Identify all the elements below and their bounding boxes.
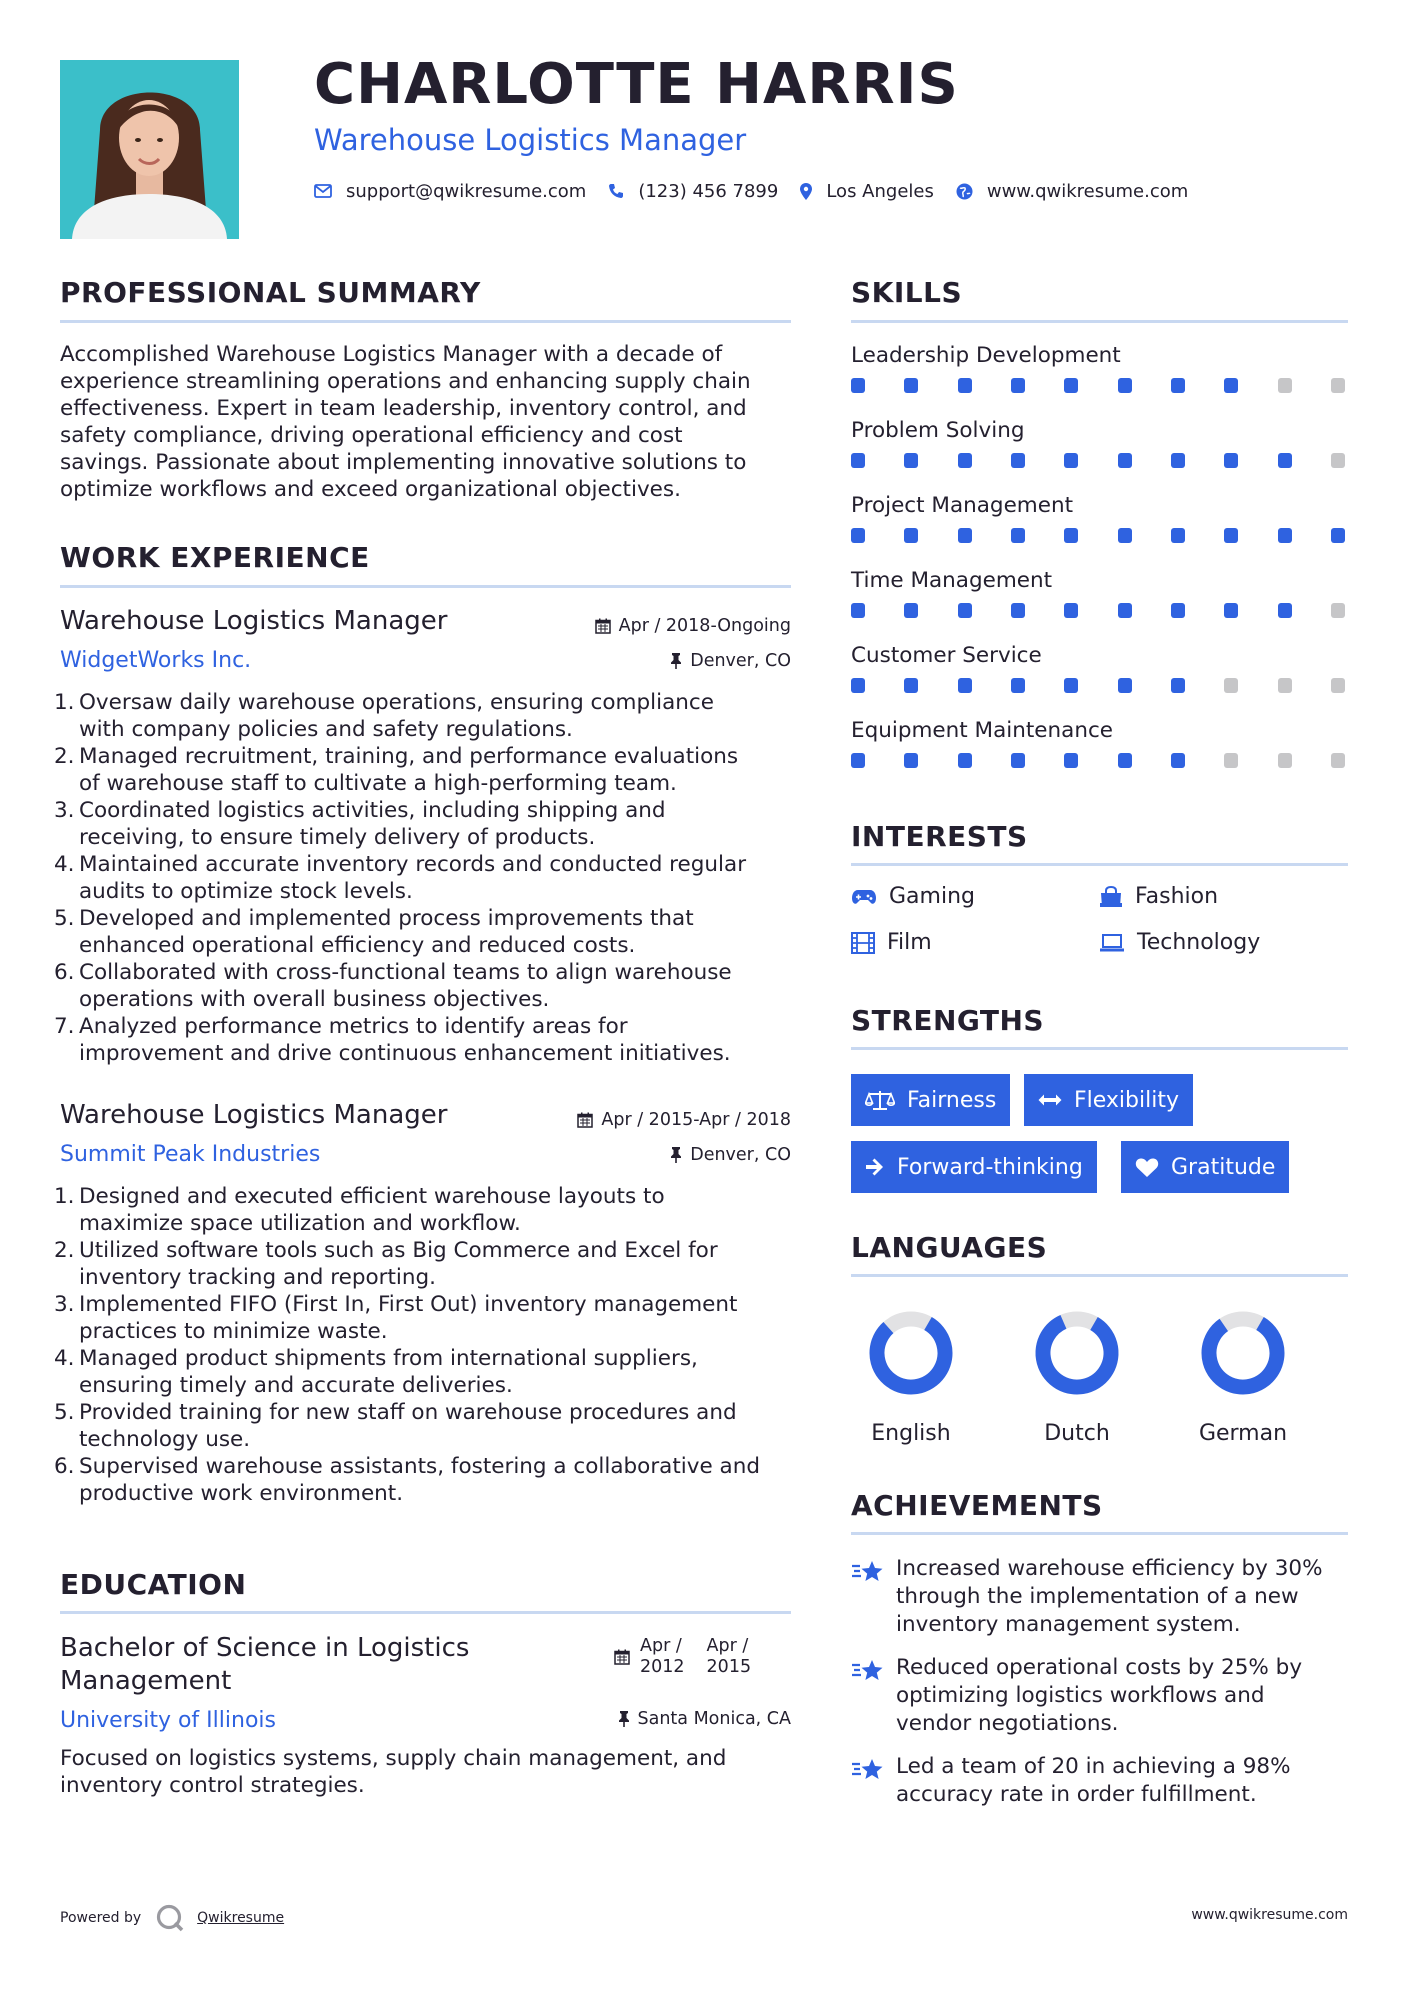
rating-dot-filled [904,528,918,543]
bullet-number: 2. [54,1238,75,1263]
rating-dot-filled [1118,603,1132,618]
skill-row [851,643,1345,718]
skill-name: Customer Service [851,643,1042,668]
bullet-line: Utilized software tools such as Big Commerce and Excel for [79,1238,718,1263]
bullet-line: receiving, to ensure timely delivery of products. [79,825,596,850]
bullet-number: 3. [54,798,75,823]
rating-dot-empty [1278,378,1292,393]
skills-divider [851,320,1348,323]
interest-label: Gaming [889,884,975,909]
language-proficiency-ring [866,1308,956,1398]
experience-divider [60,585,791,588]
company-name[interactable]: Summit Peak Industries [60,1142,321,1167]
rating-dot-filled [1224,603,1238,618]
profile-photo [60,60,239,239]
rating-dot-filled [1064,453,1078,468]
contact-website[interactable] [956,181,1188,202]
shooting-star-icon [851,1757,884,1783]
strengths-heading: STRENGTHS [851,1004,1045,1037]
language-name: English [871,1421,951,1446]
rating-dot-filled [904,678,918,693]
rating-dot-empty [1331,378,1345,393]
rating-dot-filled [1171,528,1185,543]
rating-dot-filled [1011,753,1025,768]
balance-scale-icon [865,1089,895,1111]
job-bullet-list [54,689,820,1067]
heart-icon [1135,1157,1159,1178]
rating-dot-filled [1064,678,1078,693]
phone-icon [608,183,624,199]
bullet-number: 6. [54,960,75,985]
interest-technology [1099,930,1260,955]
education-description [60,1745,800,1799]
summary-line: safety compliance, driving operational efficiency and cost [60,423,683,448]
bullet-number: 7. [54,1014,75,1039]
website-text: www.qwikresume.com [986,180,1189,202]
bullet-line: practices to minimize waste. [79,1319,388,1344]
job-dates [480,1110,791,1130]
bullet-line: of warehouse staff to cultivate a high-performing team. [79,771,677,796]
list-item [54,1399,820,1453]
language-name: Dutch [1044,1421,1110,1446]
job-dates-text: Apr / 2018-Ongoing [618,616,791,636]
globe-icon [956,183,973,200]
list-item [54,851,820,905]
bullet-line: Analyzed performance metrics to identify areas for [79,1014,628,1039]
achievement-item [851,1753,1351,1809]
brand-link[interactable]: Qwikresume [197,1910,285,1926]
skill-name: Problem Solving [851,418,1025,443]
language-item [841,1308,981,1446]
rating-dot-filled [1331,528,1345,543]
skill-name: Project Management [851,493,1074,518]
rating-dot-filled [958,528,972,543]
strengths-divider [851,1047,1348,1050]
list-item [54,1291,820,1345]
education-heading: EDUCATION [60,1568,247,1601]
rating-dot-filled [1224,528,1238,543]
end-year: 2015 [706,1657,752,1677]
strength-tag-fairness [851,1074,1010,1126]
list-item [54,1237,820,1291]
bullet-line: enhanced operational efficiency and reduced costs. [79,933,636,958]
bullet-number: 1. [54,1184,75,1209]
languages-heading: LANGUAGES [851,1231,1048,1264]
rating-dot-filled [904,753,918,768]
strength-label: Forward-thinking [897,1154,1083,1180]
education-desc-line: Focused on logistics systems, supply chain management, and [60,1746,727,1771]
skill-rating [851,603,1345,618]
summary-line: effectiveness. Expert in team leadership, inventory control, and [60,396,747,421]
phone-text: (123) 456 7899 [638,180,779,202]
skill-row [851,343,1345,418]
summary-line: experience streamlining operations and enhancing supply chain [60,369,751,394]
bullet-line: operations with overall business objectives. [79,987,550,1012]
bullet-line: Provided training for new staff on warehouse procedures and [79,1400,737,1425]
rating-dot-filled [1011,678,1025,693]
rating-dot-filled [1171,753,1185,768]
bullet-line: inventory tracking and reporting. [79,1265,436,1290]
achievement-item [851,1654,1351,1738]
achievement-line: Reduced operational costs by 25% by [896,1655,1303,1680]
rating-dot-filled [851,678,865,693]
rating-dot-empty [1278,678,1292,693]
map-pin-icon [800,183,812,200]
rating-dot-filled [958,453,972,468]
rating-dot-filled [1118,678,1132,693]
bullet-line: ensuring timely and accurate deliveries. [79,1373,513,1398]
rating-dot-filled [1118,528,1132,543]
languages-list [841,1308,1361,1448]
contact-phone[interactable] [608,181,778,202]
interest-label: Fashion [1135,884,1219,909]
arrow-right-icon [865,1157,885,1177]
rating-dot-filled [904,603,918,618]
skill-name: Equipment Maintenance [851,718,1113,743]
bullet-line: technology use. [79,1427,251,1452]
pushpin-icon [670,653,682,669]
strength-label: Gratitude [1171,1154,1276,1180]
skill-row [851,418,1345,493]
education-dates [614,1636,751,1678]
skill-rating [851,678,1345,693]
languages-divider [851,1274,1348,1277]
achievement-line: optimizing logistics workflows and [896,1683,1265,1708]
bullet-number: 5. [54,1400,75,1425]
contact-bar [314,178,1210,204]
language-item [1173,1308,1313,1446]
list-item [54,905,820,959]
job-location [480,1145,791,1165]
education-location-text: Santa Monica, CA [637,1709,791,1729]
start-month: Apr / [640,1636,682,1656]
qwikresume-logo-icon [155,1903,185,1933]
list-item [54,1183,820,1237]
footer-website[interactable]: www.qwikresume.com [1191,1907,1348,1923]
candidate-title: Warehouse Logistics Manager [314,123,747,157]
skill-rating [851,378,1345,393]
bullet-number: 5. [54,906,75,931]
rating-dot-filled [1011,603,1025,618]
summary-text [60,341,800,503]
language-proficiency-ring [1198,1308,1288,1398]
rating-dot-filled [851,603,865,618]
pushpin-icon [618,1711,630,1727]
start-year: 2012 [640,1657,685,1677]
rating-dot-filled [1064,528,1078,543]
achievement-line: through the implementation of a new [896,1584,1299,1609]
rating-dot-filled [1171,378,1185,393]
rating-dot-filled [1118,378,1132,393]
end-date [707,1636,752,1678]
calendar-icon [577,1112,593,1128]
summary-heading: PROFESSIONAL SUMMARY [60,276,481,309]
job-title: Warehouse Logistics Manager [60,1100,448,1130]
bullet-number: 6. [54,1454,75,1479]
skill-name: Leadership Development [851,343,1121,368]
strength-tag-gratitude [1121,1141,1289,1193]
achievement-text [896,1753,1291,1809]
bullet-number: 2. [54,744,75,769]
achievement-line: accuracy rate in order fulfillment. [896,1782,1257,1807]
end-month: Apr / [706,1636,749,1656]
rating-dot-filled [904,378,918,393]
bullet-line: improvement and drive continuous enhancement initiatives. [79,1041,731,1066]
rating-dot-filled [1171,453,1185,468]
bullet-line: productive work environment. [79,1481,404,1506]
language-item [1007,1308,1147,1446]
summary-line: Accomplished Warehouse Logistics Manager with a decade of [60,342,723,367]
skill-rating [851,453,1345,468]
powered-by-text: Powered by [60,1910,142,1926]
film-icon [851,932,875,954]
skill-row [851,493,1345,568]
avatar [60,60,239,239]
achievement-text [896,1654,1302,1738]
rating-dot-filled [958,753,972,768]
list-item [54,1345,820,1399]
interest-label: Technology [1137,930,1261,955]
rating-dot-empty [1224,678,1238,693]
achievement-line: Increased warehouse efficiency by 30% [896,1556,1323,1581]
bullet-line: Managed product shipments from international suppliers, [79,1346,698,1371]
achievements-heading: ACHIEVEMENTS [851,1489,1103,1522]
rating-dot-empty [1331,753,1345,768]
degree-title [60,1632,469,1698]
skills-list [851,343,1345,793]
job-location-text: Denver, CO [690,1145,791,1165]
skill-name: Time Management [851,568,1053,593]
rating-dot-filled [1064,753,1078,768]
list-item [54,743,820,797]
education-location [480,1709,791,1729]
skill-row [851,568,1345,643]
list-item [54,959,820,1013]
rating-dot-filled [958,378,972,393]
interest-label: Film [887,930,932,955]
rating-dot-empty [1331,678,1345,693]
rating-dot-filled [1118,753,1132,768]
interests-heading: INTERESTS [851,820,1028,853]
rating-dot-filled [1011,528,1025,543]
rating-dot-empty [1331,603,1345,618]
education-desc-line: inventory control strategies. [60,1773,365,1798]
achievements-divider [851,1532,1348,1535]
education-divider [60,1611,791,1614]
rating-dot-filled [1224,453,1238,468]
shopping-bag-icon [1099,886,1123,908]
achievement-text [896,1555,1323,1639]
bullet-line: Maintained accurate inventory records and conducted regular [79,852,747,877]
envelope-icon [314,184,332,198]
bullet-line: Designed and executed efficient warehouse layouts to [79,1184,665,1209]
bullet-line: Oversaw daily warehouse operations, ensuring compliance [79,690,714,715]
footer-powered-by [60,1903,284,1933]
shooting-star-icon [851,1559,884,1585]
list-item [54,1013,820,1067]
interest-film [851,930,932,955]
list-item [54,797,820,851]
summary-line: savings. Passionate about implementing innovative solutions to [60,450,747,475]
laptop-icon [1099,933,1125,953]
interest-gaming [851,884,975,909]
rating-dot-filled [851,753,865,768]
rating-dot-filled [851,378,865,393]
arrows-horizontal-icon [1038,1093,1062,1107]
summary-divider [60,320,791,323]
bullet-number: 4. [54,1346,75,1371]
bullet-number: 3. [54,1292,75,1317]
bullet-line: audits to optimize stock levels. [79,879,413,904]
rating-dot-filled [1011,453,1025,468]
skill-row [851,718,1345,793]
experience-heading: WORK EXPERIENCE [60,541,370,574]
rating-dot-filled [1278,603,1292,618]
rating-dot-empty [1331,453,1345,468]
bullet-line: Supervised warehouse assistants, fostering a collaborative and [79,1454,760,1479]
contact-email[interactable] [314,181,586,202]
strength-label: Flexibility [1074,1087,1179,1113]
bullet-line: Developed and implemented process improvements that [79,906,694,931]
bullet-line: Managed recruitment, training, and performance evaluations [79,744,739,769]
skill-rating [851,528,1345,543]
achievement-line: vendor negotiations. [896,1711,1119,1736]
pushpin-icon [670,1147,682,1163]
summary-line: optimize workflows and exceed organizational objectives. [60,477,681,502]
company-name[interactable]: WidgetWorks Inc. [60,648,252,673]
bullet-number: 1. [54,690,75,715]
contact-location [800,181,934,202]
bullet-line: Collaborated with cross-functional teams to align warehouse [79,960,732,985]
bullet-line: maximize space utilization and workflow. [79,1211,521,1236]
rating-dot-filled [958,603,972,618]
email-text: support@qwikresume.com [346,180,587,202]
strength-tag-forward-thinking [851,1141,1097,1193]
rating-dot-filled [1171,603,1185,618]
degree-line: Bachelor of Science in Logistics [60,1633,470,1663]
job-bullet-list [54,1183,820,1507]
language-proficiency-ring [1032,1308,1122,1398]
achievement-item [851,1555,1351,1639]
interests-divider [851,863,1348,866]
strength-tag-flexibility [1024,1074,1193,1126]
calendar-icon [595,618,611,634]
job-location [480,651,791,671]
candidate-name: CHARLOTTE HARRIS [314,52,959,117]
job-dates [480,616,791,636]
rating-dot-filled [1278,453,1292,468]
rating-dot-filled [1011,378,1025,393]
rating-dot-filled [1278,528,1292,543]
interest-fashion [1099,884,1218,909]
rating-dot-empty [1224,753,1238,768]
achievement-line: inventory management system. [896,1612,1241,1637]
bullet-line: Coordinated logistics activities, including shipping and [79,798,666,823]
shooting-star-icon [851,1658,884,1684]
rating-dot-filled [1118,453,1132,468]
rating-dot-filled [1064,378,1078,393]
bullet-number: 4. [54,852,75,877]
rating-dot-filled [1064,603,1078,618]
strength-label: Fairness [907,1087,997,1113]
list-item [54,689,820,743]
skill-rating [851,753,1345,768]
start-date [640,1636,685,1678]
rating-dot-filled [851,528,865,543]
rating-dot-filled [1171,678,1185,693]
job-location-text: Denver, CO [690,651,791,671]
bullet-line: with company policies and safety regulations. [79,717,573,742]
rating-dot-filled [1224,378,1238,393]
achievement-line: Led a team of 20 in achieving a 98% [896,1754,1291,1779]
bullet-line: Implemented FIFO (First In, First Out) inventory management [79,1292,738,1317]
list-item [54,1453,820,1507]
location-text: Los Angeles [826,180,934,202]
language-name: German [1198,1421,1288,1446]
rating-dot-filled [851,453,865,468]
rating-dot-filled [904,453,918,468]
rating-dot-filled [958,678,972,693]
school-name[interactable]: University of Illinois [60,1708,276,1733]
gamepad-icon [851,888,877,906]
skills-heading: SKILLS [851,276,963,309]
rating-dot-empty [1278,753,1292,768]
job-dates-text: Apr / 2015-Apr / 2018 [601,1110,791,1130]
calendar-icon [614,1649,630,1665]
degree-line: Management [60,1666,232,1696]
job-title: Warehouse Logistics Manager [60,606,448,636]
